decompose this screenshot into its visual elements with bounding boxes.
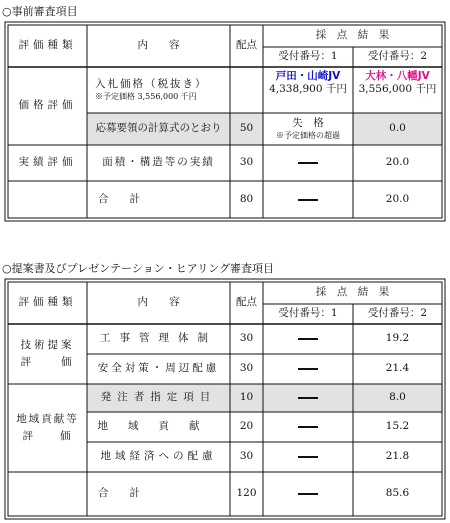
dash-mark [298, 493, 318, 495]
s1-total-r2: 20.0 [385, 192, 410, 205]
bidder1-price: 4,338,900 千円 [269, 83, 347, 96]
s1-header-category: 評価種類 [18, 39, 77, 52]
bid-price-cell [87, 67, 230, 113]
row-r1 [263, 384, 353, 412]
row-r1 [263, 324, 353, 354]
row-content: 地域貢献 [97, 420, 220, 433]
s1-total-label: 合 計 [98, 192, 140, 205]
price-eval-category: 価格評価 [18, 99, 77, 112]
row-content: 安全対策・周辺配慮 [97, 362, 220, 375]
dash-mark [298, 338, 318, 340]
s2-header-receipt2: 受付番号：2 [367, 307, 428, 320]
formula-r2-score: 0.0 [389, 122, 406, 135]
s1-header-receipt1: 受付番号：1 [278, 50, 338, 63]
performance-category: 実績評価 [18, 156, 77, 169]
s1-total-r1 [263, 181, 353, 218]
s2-header-receipt1: 受付番号：1 [278, 307, 338, 320]
regional-category-line1: 地域貢献等 [16, 413, 79, 426]
row-content: 地域経済への配慮 [100, 450, 217, 463]
row-points: 20 [239, 420, 254, 433]
r1-note: ※予定価格の超過 [276, 130, 340, 140]
performance-points: 30 [239, 156, 254, 169]
tech-category-line1: 技術提案 [20, 339, 75, 352]
dash-mark [298, 426, 318, 428]
bid-price-label: 入札価格（税抜き） [95, 78, 208, 91]
row-points: 30 [239, 450, 254, 463]
r1-disqualified-cell [263, 113, 353, 145]
dash-mark [298, 199, 318, 201]
s1-header-content: 内 容 [137, 39, 180, 52]
bidder1-name: 戸田・山崎JV [275, 70, 341, 82]
performance-r1 [263, 145, 353, 181]
s2-header-category: 評価種類 [18, 296, 77, 309]
formula-points: 50 [239, 122, 254, 135]
regional-category [8, 384, 87, 472]
bidder2-name: 大林・八幡JV [365, 70, 430, 82]
s1-header-points: 配点 [236, 39, 257, 52]
s2-total-points: 120 [236, 487, 257, 500]
row-points: 30 [239, 332, 254, 345]
s2-header-results: 採 点 結 果 [315, 286, 390, 299]
row-content: 工事管理体制 [100, 332, 217, 345]
bid-price-note: ※予定価格 3,556,000 千円 [95, 91, 197, 101]
bid-price-points [230, 67, 263, 113]
s2-header-points: 配点 [236, 296, 257, 309]
dash-mark [298, 456, 318, 458]
row-content: 発注者指定項目 [100, 391, 217, 404]
row-r2: 8.0 [389, 391, 406, 404]
s2-total-label: 合 計 [98, 487, 140, 500]
s2-header-content: 内 容 [137, 296, 180, 309]
performance-r2: 20.0 [385, 156, 410, 169]
bidder1-cell [263, 67, 353, 113]
section1-title: ○事前審査項目 [2, 5, 78, 18]
s1-header-results: 採 点 結 果 [315, 29, 390, 42]
row-r1 [263, 412, 353, 442]
dash-mark [298, 162, 318, 164]
performance-content: 面積・構造等の実績 [102, 156, 215, 169]
s1-header-receipt2: 受付番号：2 [367, 50, 428, 63]
row-r1 [263, 442, 353, 472]
row-points: 30 [239, 362, 254, 375]
formula-label: 応募要領の計算式のとおり [95, 122, 222, 135]
bidder2-price: 3,556,000 千円 [358, 83, 437, 96]
row-points: 10 [239, 391, 254, 404]
s1-total-points: 80 [239, 192, 254, 205]
dash-mark [298, 368, 318, 370]
dash-mark [298, 397, 318, 399]
tech-category-line2: 評 価 [20, 356, 75, 368]
s2-total-r2: 85.6 [385, 487, 410, 500]
bidder2-cell [353, 67, 442, 113]
section2-title: ○提案書及びプレゼンテーション・ヒアリング審査項目 [2, 262, 275, 275]
row-r2: 21.8 [385, 450, 410, 463]
row-r2: 21.4 [385, 362, 410, 375]
row-r1 [263, 354, 353, 384]
tech-category [8, 324, 87, 384]
row-r2: 15.2 [385, 420, 410, 433]
regional-category-line2: 評 価 [22, 430, 73, 442]
r1-status: 失 格 [292, 117, 324, 130]
s2-total-r1 [263, 472, 353, 516]
row-r2: 19.2 [385, 332, 410, 345]
